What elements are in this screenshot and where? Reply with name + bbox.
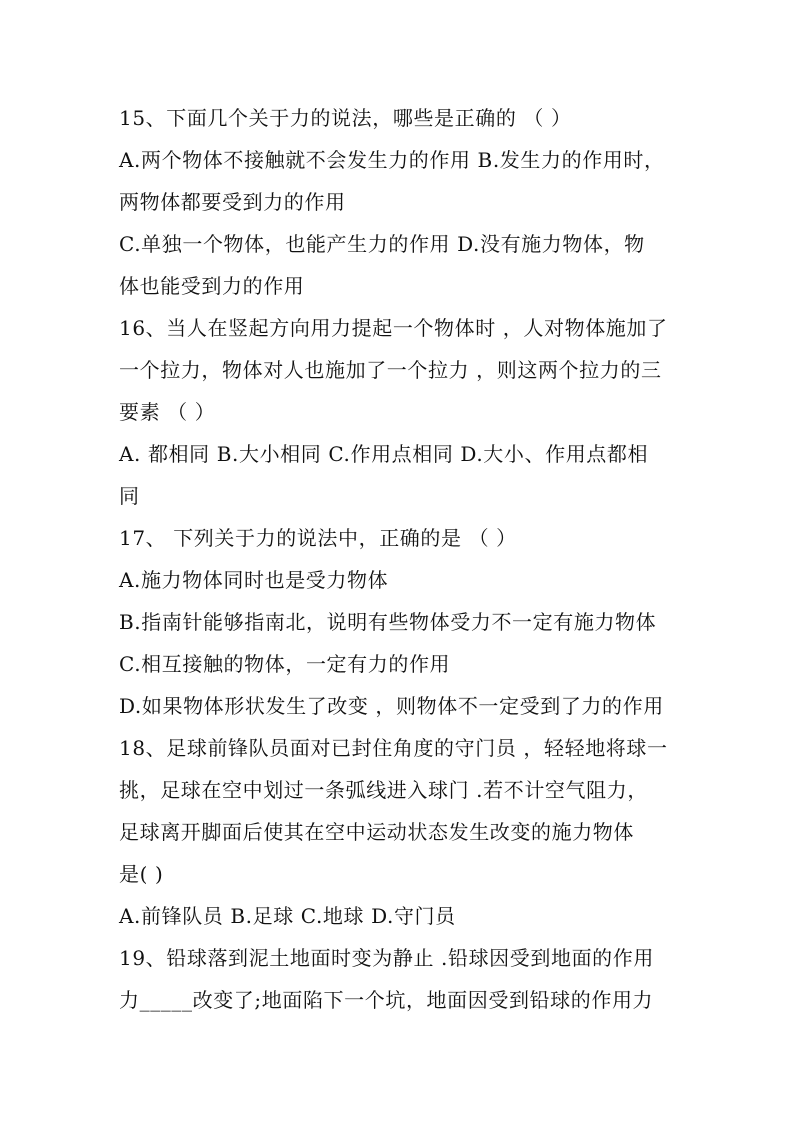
question-16-title-line-1: 16、当人在竖起方向用力提起一个物体时 ，人对物体施加了 [119, 316, 668, 340]
question-17-option-a: A.施力物体同时也是受力物体 [119, 568, 389, 592]
question-18-title-line-4: 是( ) [119, 862, 164, 886]
question-18-options: A.前锋队员 B.足球 C.地球 D.守门员 [119, 904, 456, 928]
question-16-title-line-3: 要素 （ ） [119, 400, 216, 424]
question-18-title-line-2: 挑，足球在空中划过一条弧线进入球门 .若不计空气阻力， [119, 778, 648, 802]
question-18-title-line-1: 18、足球前锋队员面对已封住角度的守门员 ，轻轻地将球一 [119, 736, 668, 760]
question-16-options-line-2: 同 [119, 484, 140, 508]
question-15-options-line-2: 两物体都要受到力的作用 [119, 190, 346, 214]
question-19-line-2: 力_____改变了;地面陷下一个坑，地面因受到铅球的作用力 [119, 988, 654, 1012]
question-16-options-line-1: A. 都相同 B.大小相同 C.作用点相同 D.大小、作用点都相 [119, 442, 649, 466]
question-18-title-line-3: 足球离开脚面后使其在空中运动状态发生改变的施力物体 [119, 820, 634, 844]
question-15-title: 15、下面几个关于力的说法，哪些是正确的 （ ） [119, 106, 572, 130]
question-15-options-line-3: C.单独一个物体，也能产生力的作用 D.没有施力物体，物 [119, 232, 645, 256]
question-15-options-line-1: A.两个物体不接触就不会发生力的作用 B.发生力的作用时， [119, 148, 665, 172]
question-16-title-line-2: 一个拉力，物体对人也施加了一个拉力 ，则这两个拉力的三 [119, 358, 662, 382]
question-17-option-c: C.相互接触的物体，一定有力的作用 [119, 652, 451, 676]
question-17-title: 17、 下列关于力的说法中，正确的是 （ ） [119, 526, 517, 550]
question-17-option-d: D.如果物体形状发生了改变 ，则物体不一定受到了力的作用 [119, 694, 664, 718]
question-19-line-1: 19、铅球落到泥土地面时变为静止 .铅球因受到地面的作用 [119, 946, 654, 970]
question-15-options-line-4: 体也能受到力的作用 [119, 274, 305, 298]
question-17-option-b: B.指南针能够指南北，说明有些物体受力不一定有施力物体 [119, 610, 657, 634]
